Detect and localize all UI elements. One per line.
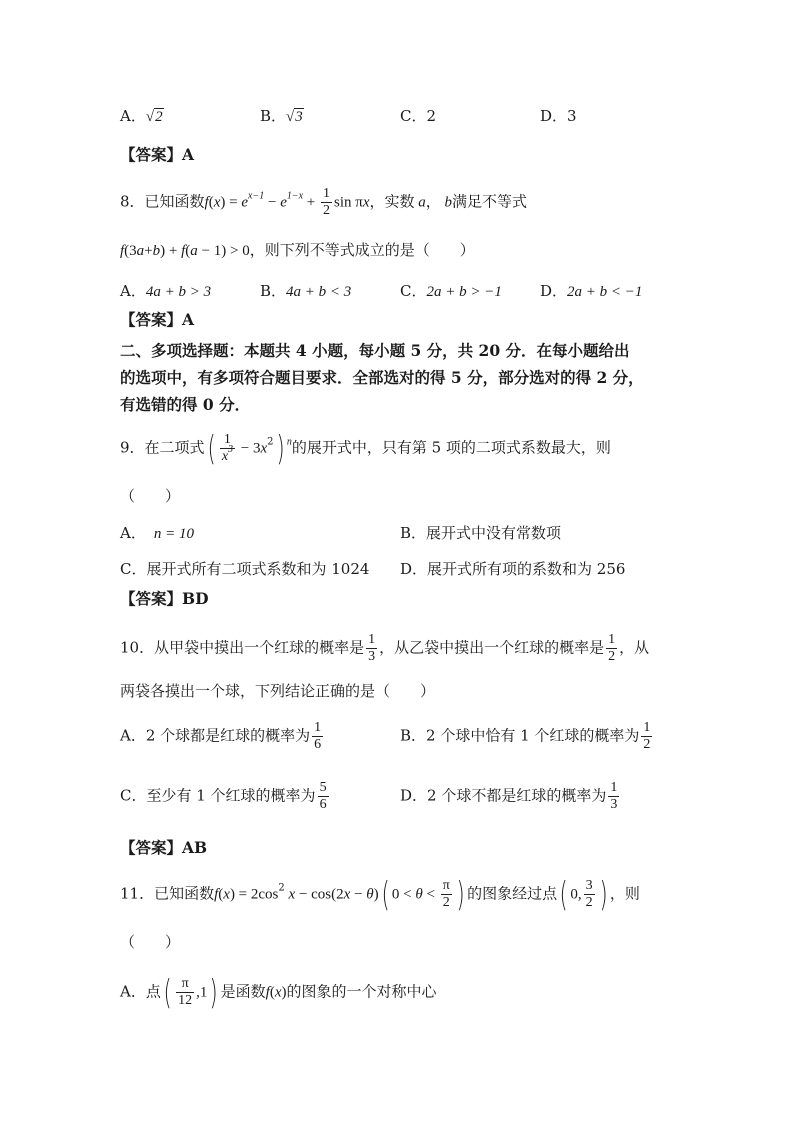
- q9-option-c: C．展开式所有二项式系数和为 1024: [120, 560, 370, 578]
- question-10-line1: 10．从甲袋中摸出一个红球的概率是 $\frac{1}{3}$ ，从乙袋中摸出一个红球的概率是 $\frac{1}{2}$ ，从: [120, 632, 650, 664]
- question-8-line2: f(3a+b) + f(a − 1) > 0，则下列不等式成立的是（ ）: [120, 241, 475, 259]
- q10-option-c: C．至少有 1 个红球的概率为 $\frac{5}{6}$: [120, 780, 327, 812]
- section-heading-line1: 二、多项选择题：本题共 4 小题，每小题 5 分，共 20 分．在每小题给出: [120, 341, 630, 360]
- section-heading-line2: 的选项中，有多项符合题目要求．全部选对的得 5 分，部分选对的得 2 分，: [120, 368, 644, 387]
- q9-option-b: B．展开式中没有常数项: [400, 524, 562, 542]
- q9-option-a: A． n = 10: [120, 524, 194, 542]
- question-9-paren: （ ）: [120, 487, 181, 505]
- sqrt-3: √3: [286, 109, 303, 125]
- section-heading-line3: 有选错的得 0 分．: [120, 395, 251, 414]
- q9-option-d: D．展开式所有项的系数和为 256: [400, 560, 626, 578]
- q7-option-b: B．√3: [260, 107, 303, 125]
- q8-option-c: C．2a + b > −1: [400, 282, 502, 300]
- answer-10: 【答案】AB: [120, 838, 208, 857]
- q8-option-a: A．4a + b > 3: [120, 282, 212, 300]
- question-11-paren: （ ）: [120, 933, 181, 951]
- q7-option-d: D．3: [540, 107, 577, 125]
- q8-option-b: B．4a + b < 3: [260, 282, 352, 300]
- answer-9: 【答案】BD: [120, 589, 209, 608]
- q10-option-a: A．2 个球都是红球的概率为 $\frac{1}{6}$: [120, 720, 322, 752]
- answer-7: 【答案】A: [120, 145, 195, 164]
- answer-8: 【答案】A: [120, 310, 195, 329]
- question-9-line1: 9．在二项式( $\frac{1}{x^3}$ − $3x^2$) $^n$的展开式中，只有第 5 项的二项式系数最大，则: [120, 428, 611, 469]
- q11-option-a: A．点( $\frac{\pi}{12}$ ,1) 是函数f(x)的图象的一个对称中心: [120, 972, 437, 1013]
- question-8-line1: 8．已知函数$f(x) = e^{x-1} - e^{1-x}$ + $\frac{1}{2}$ sin πx，实数 a， b满足不等式: [120, 186, 528, 218]
- sqrt-2: √2: [145, 109, 163, 125]
- q10-option-b: B．2 个球中恰有 1 个红球的概率为 $\frac{1}{2}$: [400, 720, 651, 752]
- q10-option-d: D．2 个球不都是红球的概率为 $\frac{1}{3}$: [400, 780, 618, 812]
- q8-option-d: D．2a + b < −1: [540, 282, 643, 300]
- question-11-line1: 11．已知函数$f(x) = 2\cos^2$ x − cos(2x − θ)( 0 < θ < $\frac{\pi}{2}$ ) 的图象经过点( 0, $\frac{3}{2}$ ) ，则: [120, 874, 640, 915]
- q7-option-a: A．√2: [120, 107, 163, 125]
- question-10-line2: 两袋各摸出一个球，下列结论正确的是（ ）: [120, 682, 436, 700]
- q7-option-c: C．2: [400, 107, 437, 125]
